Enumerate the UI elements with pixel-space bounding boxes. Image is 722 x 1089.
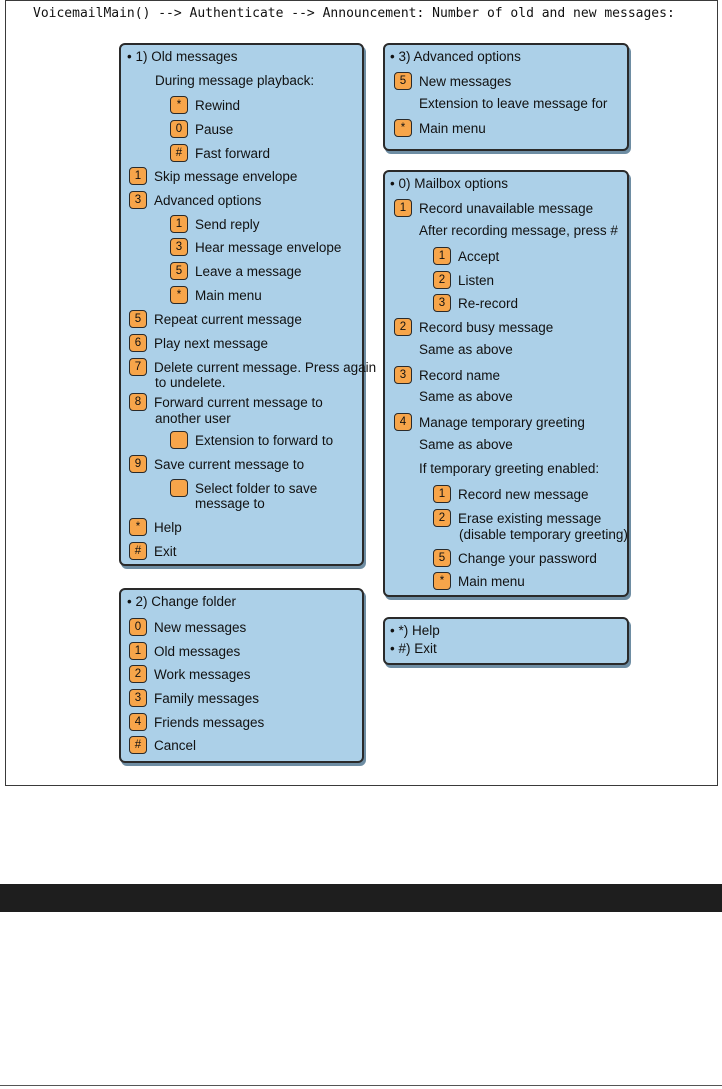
mailbox-main-menu-item xyxy=(433,571,525,591)
key-badge: 4 xyxy=(129,713,147,731)
record-name-item xyxy=(394,365,500,385)
playback-item xyxy=(170,143,270,163)
key-badge: 2 xyxy=(433,271,451,289)
advanced-options-item xyxy=(129,190,261,210)
temp-greeting-item xyxy=(394,412,585,432)
key-badge: 6 xyxy=(129,334,147,352)
menu-label: Manage temporary greeting xyxy=(419,414,585,430)
key-badge: 0 xyxy=(129,618,147,636)
menu-label: New messages xyxy=(154,619,247,635)
menu-label: Fast forward xyxy=(195,145,271,161)
menu-label: Advanced options xyxy=(154,192,262,208)
same-as-above-text: Same as above xyxy=(419,389,513,404)
menu-label: Erase existing message xyxy=(458,510,602,526)
key-badge-blank xyxy=(170,479,188,497)
menu-label: Send reply xyxy=(195,216,260,232)
after-recording-item xyxy=(433,246,499,266)
playback-item xyxy=(170,119,233,139)
busy-item xyxy=(394,317,553,337)
menu-label: Main menu xyxy=(419,120,486,136)
folder-item xyxy=(129,664,251,684)
key-badge: 3 xyxy=(394,366,412,384)
play-next-item xyxy=(129,333,268,353)
folder-item xyxy=(129,617,246,637)
menu-label: Record busy message xyxy=(419,319,554,335)
menu-label: Change your password xyxy=(458,550,597,566)
delete-item xyxy=(129,357,376,377)
same-as-above-text: Same as above xyxy=(419,342,513,357)
menu-label: Leave a message xyxy=(195,263,302,279)
save-sub-continuation: message to xyxy=(195,496,265,511)
advanced-sub-item xyxy=(170,214,260,234)
key-badge: 5 xyxy=(129,310,147,328)
menu-label: Work messages xyxy=(154,666,251,682)
key-badge-blank xyxy=(170,431,188,449)
key-badge: 2 xyxy=(394,318,412,336)
key-badge: 2 xyxy=(433,509,451,527)
menu-label: Friends messages xyxy=(154,714,265,730)
key-badge: * xyxy=(394,119,412,137)
menu-label: Skip message envelope xyxy=(154,168,298,184)
menu-label: Main menu xyxy=(195,287,262,303)
advanced-options-title: • 3) Advanced options xyxy=(390,49,521,64)
key-badge: 5 xyxy=(433,549,451,567)
key-badge: 4 xyxy=(394,413,412,431)
advanced-sub-item xyxy=(170,285,262,305)
help-text: • *) Help xyxy=(390,623,440,638)
key-badge: 0 xyxy=(170,120,188,138)
save-sub-item xyxy=(170,478,317,498)
menu-label: Play next message xyxy=(154,335,269,351)
menu-label: Main menu xyxy=(458,573,525,589)
menu-label: Hear message envelope xyxy=(195,239,342,255)
dark-band xyxy=(0,884,722,912)
menu-label: Repeat current message xyxy=(154,311,302,327)
key-badge: 9 xyxy=(129,455,147,473)
menu-label: Record new message xyxy=(458,486,589,502)
key-badge: 7 xyxy=(129,358,147,376)
repeat-item xyxy=(129,309,302,329)
menu-label: Old messages xyxy=(154,643,241,659)
advanced-new-messages-item xyxy=(394,71,511,91)
temp-sub-item xyxy=(433,484,589,504)
advanced-main-menu-item xyxy=(394,118,486,138)
menu-label: Cancel xyxy=(154,737,197,753)
unavailable-item xyxy=(394,198,593,218)
folder-item xyxy=(129,712,264,732)
after-recording-item xyxy=(433,293,518,313)
key-badge: * xyxy=(170,286,188,304)
menu-label: New messages xyxy=(419,73,512,89)
temp-enabled-text: If temporary greeting enabled: xyxy=(419,461,600,476)
key-badge: # xyxy=(129,736,147,754)
folder-item xyxy=(129,735,196,755)
menu-label: Re-record xyxy=(458,295,519,311)
key-badge: # xyxy=(170,144,188,162)
password-item xyxy=(433,548,597,568)
key-badge: 5 xyxy=(170,262,188,280)
after-recording-text: After recording message, press # xyxy=(419,223,618,238)
menu-label: Save current message to xyxy=(154,456,305,472)
key-badge: 1 xyxy=(129,167,147,185)
menu-label: Forward current message to xyxy=(154,394,323,410)
key-badge: * xyxy=(129,518,147,536)
flow-header: VoicemailMain() --> Authenticate --> Announcement: Number of old and new messages: xyxy=(33,6,675,21)
skip-envelope-item xyxy=(129,166,297,186)
forward-item xyxy=(129,392,323,412)
menu-label: Record unavailable message xyxy=(419,200,594,216)
key-badge: * xyxy=(433,572,451,590)
menu-label: Family messages xyxy=(154,690,260,706)
change-folder-title: • 2) Change folder xyxy=(127,594,237,609)
extension-text: Extension to leave message for xyxy=(419,96,608,111)
menu-label: Record name xyxy=(419,367,501,383)
old-messages-title: • 1) Old messages xyxy=(127,49,238,64)
forward-item-continuation: another user xyxy=(155,411,231,426)
playback-item xyxy=(170,95,240,115)
menu-label: Help xyxy=(154,519,182,535)
menu-label: Delete current message. Press again xyxy=(154,359,377,375)
key-badge: # xyxy=(129,542,147,560)
key-badge: 3 xyxy=(129,191,147,209)
menu-label: Extension to forward to xyxy=(195,432,334,448)
key-badge: 1 xyxy=(433,247,451,265)
key-badge: 1 xyxy=(433,485,451,503)
key-badge: 2 xyxy=(129,665,147,683)
key-badge: 3 xyxy=(433,294,451,312)
menu-label: Accept xyxy=(458,248,500,264)
temp-sub-item xyxy=(433,508,601,528)
advanced-sub-item xyxy=(170,237,341,257)
menu-label: Pause xyxy=(195,121,234,137)
bottom-rule xyxy=(0,1085,722,1086)
same-as-above-text: Same as above xyxy=(419,437,513,452)
forward-sub-item xyxy=(170,430,333,450)
mailbox-options-title: • 0) Mailbox options xyxy=(390,176,509,191)
key-badge: 3 xyxy=(170,238,188,256)
menu-label: Listen xyxy=(458,272,495,288)
key-badge: 1 xyxy=(394,199,412,217)
key-badge: * xyxy=(170,96,188,114)
key-badge: 8 xyxy=(129,393,147,411)
temp-sub-continuation: (disable temporary greeting) xyxy=(459,527,628,542)
folder-item xyxy=(129,641,240,661)
playback-heading: During message playback: xyxy=(155,73,315,88)
save-item xyxy=(129,454,304,474)
advanced-sub-item xyxy=(170,261,302,281)
menu-label: Rewind xyxy=(195,97,241,113)
menu-label: Exit xyxy=(154,543,177,559)
exit-item xyxy=(129,541,177,561)
help-item xyxy=(129,517,182,537)
key-badge: 3 xyxy=(129,689,147,707)
after-recording-item xyxy=(433,270,494,290)
key-badge: 1 xyxy=(129,642,147,660)
key-badge: 5 xyxy=(394,72,412,90)
folder-item xyxy=(129,688,259,708)
exit-text: • #) Exit xyxy=(390,641,437,656)
key-badge: 1 xyxy=(170,215,188,233)
delete-item-continuation: to undelete. xyxy=(155,375,226,390)
menu-label: Select folder to save xyxy=(195,480,318,496)
